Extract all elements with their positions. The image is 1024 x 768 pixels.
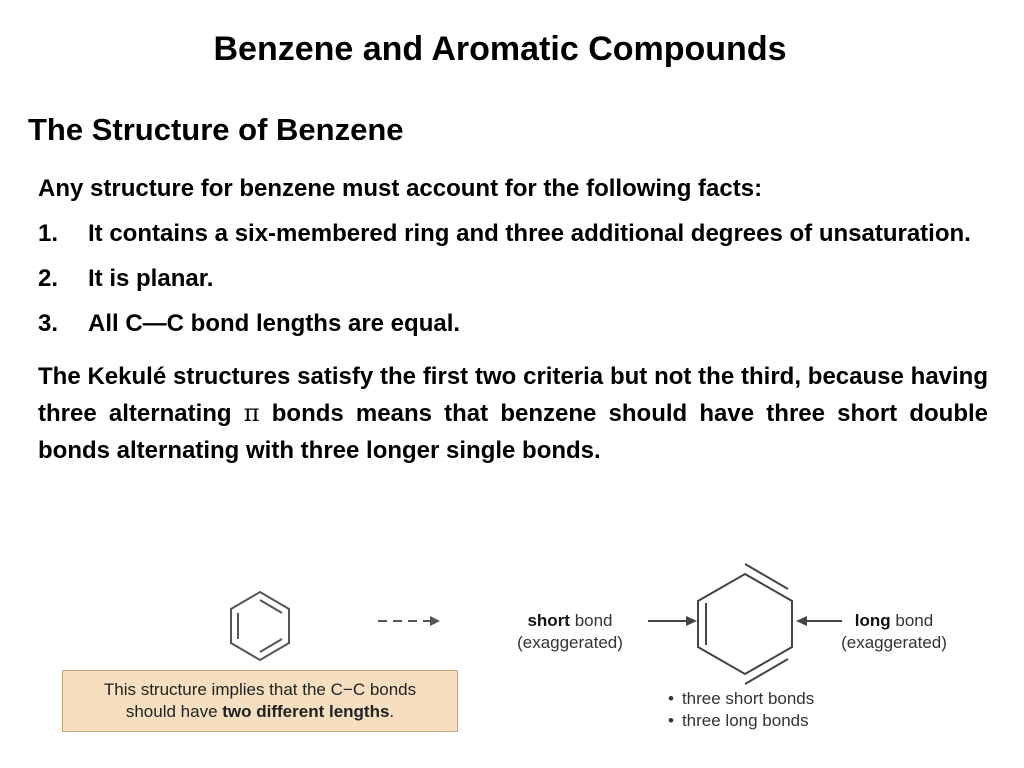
short-bond-arrow [648,616,697,626]
paragraph-part1: The Kekulé structures satisfy the first two criteria but not the third, because having three alternating [38,363,988,427]
fact-number: 1. [38,220,59,247]
fact-item [38,215,988,252]
bullet-item: • three short bonds [668,688,814,710]
short-bond-label: short bond (exaggerated) [517,611,623,652]
fact-number: 2. [38,265,59,292]
kekule-diagram [0,560,1024,768]
fact-item [38,305,988,342]
fact-text: It is planar. [88,265,214,292]
fact-text: It contains a six-membered ring and three additional degrees of unsaturation. [88,220,971,247]
bullet-item: • three long bonds [668,710,814,732]
pi-symbol: π [243,399,260,427]
bond-bullets [668,688,814,732]
long-bond-label: long bond (exaggerated) [841,611,947,652]
fact-number: 3. [38,310,59,337]
fact-text: All C—C bond lengths are equal. [88,310,461,337]
paragraph-part2: bonds means that benzene should have three short double bonds alternating with three longer single bonds. [38,400,989,464]
facts-list [38,215,988,342]
intro-text: Any structure for benzene must account for the following facts: [38,175,763,202]
note-box: This structure implies that the C−C bonds should have two different lengths. [62,670,458,732]
dashed-arrow [378,616,440,626]
benzene-hexagon-large [698,564,792,684]
section-subtitle: The Structure of Benzene [28,112,404,147]
benzene-hexagon-small [231,592,289,660]
fact-item [38,260,988,297]
kekule-paragraph [38,358,988,469]
main-content [38,170,988,469]
diagram-graphics [0,560,1024,768]
page-title: Benzene and Aromatic Compounds [213,30,787,68]
